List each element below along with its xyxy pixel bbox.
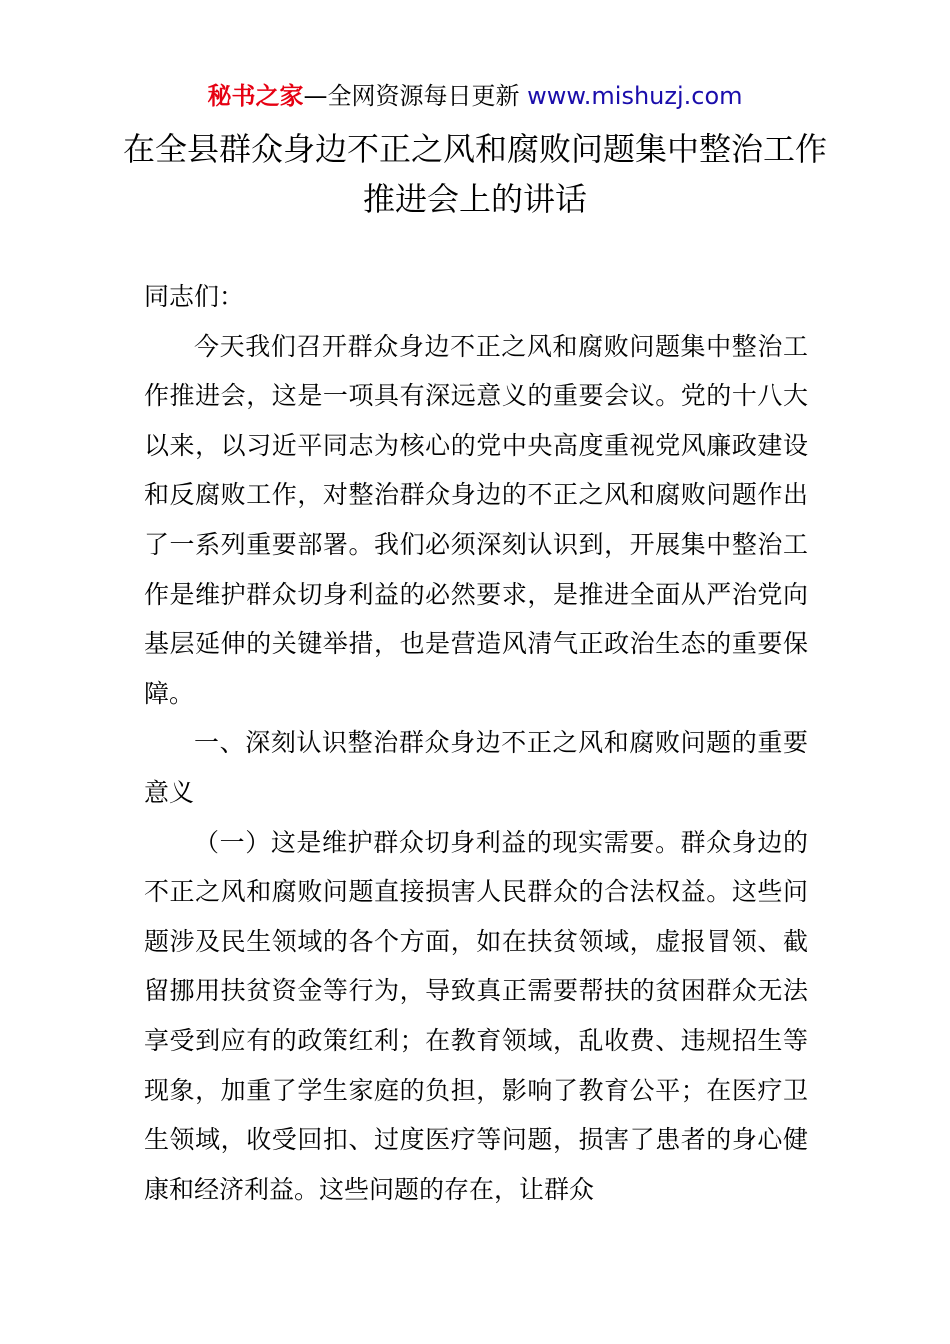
site-tagline: —全网资源每日更新	[303, 82, 520, 110]
paragraph-intro: 今天我们召开群众身边不正之风和腐败问题集中整治工作推进会，这是一项具有深远意义的重要会议。党的十八大以来，以习近平同志为核心的党中央高度重视党风廉政建设和反腐败工作，对整治群众身边的不正之风和腐败问题作出了一系列重要部署。我们必须深刻认识到，开展集中整治工作是维护群众切身利益的必然要求，是推进全面从严治党向基层延伸的关键举措，也是营造风清气正政治生态的重要保障。	[144, 331, 808, 708]
site-url-link[interactable]: www.mishuzj.com	[527, 82, 743, 110]
site-brand: 秘书之家	[207, 82, 304, 110]
document-title: 在全县群众身边不正之风和腐败问题集中整治工作推进会上的讲话	[122, 130, 827, 218]
section-heading-1: 一、深刻认识整治群众身边不正之风和腐败问题的重要意义	[144, 728, 808, 807]
salutation: 同志们：	[144, 282, 245, 311]
paragraph-subsection-1: （一）这是维护群众切身利益的现实需要。群众身边的不正之风和腐败问题直接损害人民群众的合法权益。这些问题涉及民生领域的各个方面，如在扶贫领域，虚报冒领、截留挪用扶贫资金等行为，导致真正需要帮扶的贫困群众无法享受到应有的政策红利；在教育领域，乱收费、违规招生等现象，加重了学生家庭的负担，影响了教育公平；在医疗卫生领域，收受回扣、过度医疗等问题，损害了患者的身心健康和经济利益。这些问题的存在，让群众	[144, 827, 808, 1204]
document-body	[144, 272, 808, 1214]
site-header	[0, 78, 950, 114]
